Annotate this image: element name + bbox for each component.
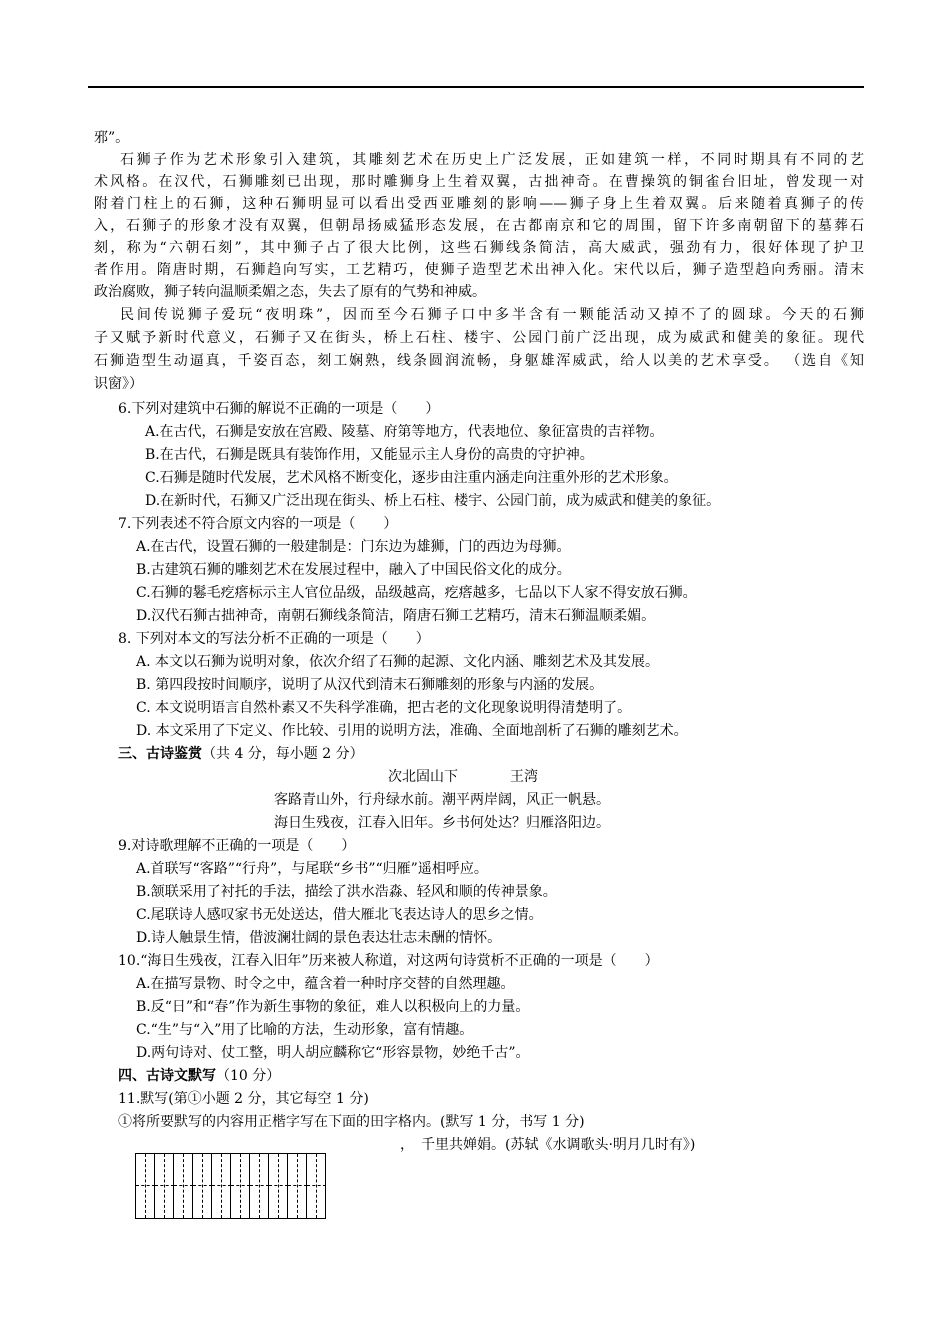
paragraph-line: 识窗》）	[94, 376, 143, 392]
question-10-option-d: D.两句诗对、仗工整，明人胡应麟称它“形容景物，妙绝千古”。	[136, 1045, 530, 1061]
question-9-option-d: D.诗人触景生情，借波澜壮阔的景色表达壮志未酬的情怀。	[136, 930, 502, 946]
recitation-line: ， 千里共婵娟。(苏轼《水调歌头·明月几时有》)	[400, 1137, 696, 1153]
paragraph-line: 刻，称为“六朝石刻”，其中狮子占了很大比例，这些石狮线条简洁，高大威武，强劲有力，很好体现了护卫	[94, 240, 864, 256]
question-7-option-c: C.石狮的鬈毛疙瘩标示主人官位品级，品级越高，疙瘩越多，七品以下人家不得安放石狮。	[136, 585, 697, 601]
question-6-stem: 6.下列对建筑中石狮的解说不正确的一项是（ ）	[118, 401, 440, 417]
question-7-option-a: A.在古代，设置石狮的一般建制是：门东边为雄狮，门的西边为母狮。	[136, 539, 571, 555]
section-3-heading	[118, 744, 364, 764]
paragraph-line: 民间传说狮子爱玩“夜明珠”，因而至今石狮子口中多半含有一颗能活动又掉不了的圆球。今天的石狮	[120, 307, 864, 323]
question-9-option-a: A.首联写“客路”“行舟”，与尾联“乡书”“归雁”遥相呼应。	[136, 861, 488, 877]
question-7-option-d: D.汉代石狮古拙神奇，南朝石狮线条简洁，隋唐石狮工艺精巧，清末石狮温顺柔媚。	[136, 608, 656, 624]
question-9-option-b: B.颔联采用了衬托的手法，描绘了洪水浩淼、轻风和顺的传神景象。	[136, 884, 557, 900]
paragraph-line: 术风格。在汉代，石狮雕刻已出现，那时雕狮身上生着双翼，古拙神奇。在曹操筑的铜雀台旧址，曾发现一对	[94, 174, 864, 190]
section-4-heading	[118, 1066, 280, 1086]
question-8-option-d: D. 本文采用了下定义、作比较、引用的说明方法，准确、全面地剖析了石狮的雕刻艺术。	[136, 723, 688, 739]
grid-cell[interactable]	[193, 1154, 212, 1218]
poem-title: 次北固山下	[388, 769, 458, 785]
question-9-option-c: C.尾联诗人感叹家书无处送达，借大雁北飞表达诗人的思乡之情。	[136, 907, 543, 923]
grid-cell[interactable]	[155, 1154, 174, 1218]
grid-cell[interactable]	[250, 1154, 269, 1218]
grid-cell[interactable]	[231, 1154, 250, 1218]
passage-fragment: 邪”。	[94, 130, 130, 146]
question-11-stem: 11.默写(第①小题 2 分，其它每空 1 分)	[118, 1091, 369, 1107]
paragraph-line: 政治腐败，狮子转向温顺柔媚之态，失去了原有的气势和神威。	[94, 284, 486, 300]
question-9-stem: 9.对诗歌理解不正确的一项是（ ）	[118, 838, 356, 854]
question-10-stem: 10.“海日生残夜，江春入旧年”历来被人称道，对这两句诗赏析不正确的一项是（ ）	[118, 953, 659, 969]
question-10-option-b: B.反“日”和“春”作为新生事物的象征，难人以积极向上的力量。	[136, 999, 530, 1015]
grid-cell[interactable]	[174, 1154, 193, 1218]
question-6-option-b: B.在古代，石狮是既具有装饰作用，又能显示主人身份的高贵的守护神。	[145, 447, 594, 463]
paragraph-line: 者作用。隋唐时期，石狮趋向写实，工艺精巧，使狮子造型艺术出神入化。宋代以后，狮子造型趋向秀丽。清末	[94, 262, 864, 278]
question-6-option-d: D.在新时代，石狮又广泛出现在街头、桥上石柱、楼宇、公园门前，成为威武和健美的象征。	[145, 493, 721, 509]
grid-cell[interactable]	[136, 1154, 155, 1218]
question-7-option-b: B.古建筑石狮的雕刻艺术在发展过程中，融入了中国民俗文化的成分。	[136, 562, 571, 578]
grid-cell[interactable]	[269, 1154, 288, 1218]
section-3-title: 三、古诗鉴赏	[118, 746, 202, 762]
question-7-stem: 7.下列表述不符合原文内容的一项是（ ）	[118, 516, 398, 532]
paragraph-line: 子又赋予新时代意义，石狮子又在街头，桥上石柱、楼宇、公园门前广泛出现，成为威武和健美的象征。现代	[94, 330, 864, 346]
paragraph-line: 入，石狮子的形象才没有双翼，但朝昂扬威猛形态发展，在古都南京和它的周围，留下许多南朝留下的墓葬石	[94, 218, 864, 234]
tianzige-writing-grid[interactable]	[135, 1153, 326, 1219]
question-8-stem: 8. 下列对本文的写法分析不正确的一项是（ ）	[118, 631, 430, 647]
paragraph-line: 附着门柱上的石狮，这种石狮明显可以看出受西亚雕刻的影响——狮子身上生着双翼。后来随着真狮子的传	[94, 196, 864, 212]
section-3-note: （共 4 分，每小题 2 分）	[202, 746, 364, 762]
question-10-option-c: C.“生”与“入”用了比喻的方法，生动形象，富有情趣。	[136, 1022, 474, 1038]
question-11-sub-1: ①将所要默写的内容用正楷字写在下面的田字格内。(默写 1 分，书写 1 分)	[118, 1114, 585, 1130]
question-6-option-a: A.在古代，石狮是安放在宫殿、陵墓、府第等地方，代表地位、象征富贵的吉祥物。	[145, 424, 664, 440]
header-rule	[88, 86, 864, 88]
question-10-option-a: A.在描写景物、时令之中，蕴含着一种时序交替的自然理趣。	[136, 976, 515, 992]
paragraph-line: 石狮造型生动逼真，千姿百态，刻工娴熟，线条圆润流畅，身躯雄浑威武，给人以美的艺术享受。 （选自《知	[94, 353, 864, 369]
section-4-note: （10 分）	[216, 1068, 281, 1084]
poem-line-2: 海日生残夜，江春入旧年。乡书何处达？归雁洛阳边。	[274, 815, 610, 831]
question-8-option-b: B. 第四段按时间顺序，说明了从汉代到清末石狮雕刻的形象与内涵的发展。	[136, 677, 604, 693]
poem-line-1: 客路青山外，行舟绿水前。潮平两岸阔，风正一帆悬。	[274, 792, 610, 808]
poem-author: 王湾	[510, 769, 538, 785]
section-4-title: 四、古诗文默写	[118, 1068, 216, 1084]
grid-cell[interactable]	[212, 1154, 231, 1218]
question-8-option-a: A. 本文以石狮为说明对象，依次介绍了石狮的起源、文化内涵、雕刻艺术及其发展。	[136, 654, 660, 670]
grid-cell[interactable]	[288, 1154, 307, 1218]
question-6-option-c: C.石狮是随时代发展，艺术风格不断变化，逐步由注重内涵走向注重外形的艺术形象。	[145, 470, 678, 486]
grid-cell[interactable]	[307, 1154, 326, 1218]
paragraph-line: 石狮子作为艺术形象引入建筑，其雕刻艺术在历史上广泛发展，正如建筑一样，不同时期具有不同的艺	[120, 152, 864, 168]
question-8-option-c: C. 本文说明语言自然朴素又不失科学准确，把古老的文化现象说明得清楚明了。	[136, 700, 632, 716]
